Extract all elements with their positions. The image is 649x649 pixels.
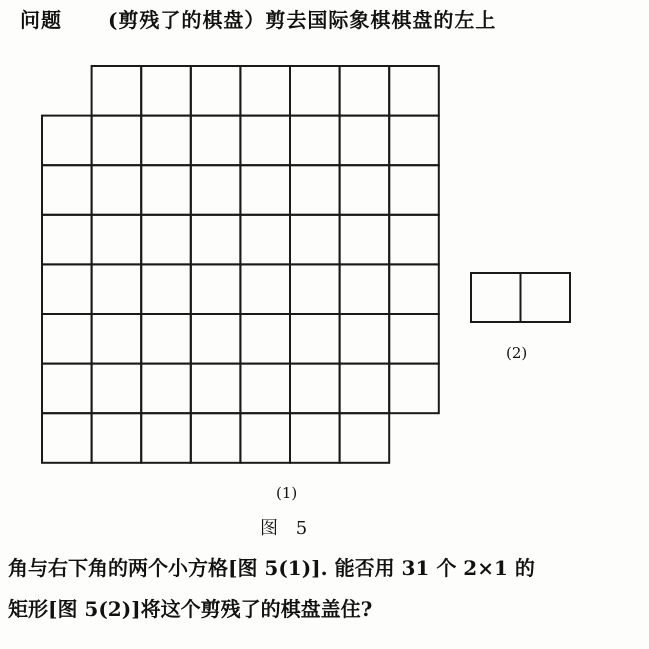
board-square [141, 364, 191, 414]
board-square [92, 413, 142, 463]
board-square [92, 66, 142, 116]
board-square [141, 264, 191, 314]
board-square [290, 116, 340, 166]
board-square [389, 264, 439, 314]
board-square [92, 364, 142, 414]
board-square [389, 165, 439, 215]
board-square [191, 413, 241, 463]
board-square [290, 165, 340, 215]
board-square [141, 314, 191, 364]
board-square [240, 66, 290, 116]
board-square [389, 116, 439, 166]
board-square [389, 66, 439, 116]
board-square [240, 314, 290, 364]
board-square [191, 314, 241, 364]
board-square [340, 165, 390, 215]
board-square [42, 413, 92, 463]
board-square [290, 314, 340, 364]
domino-rectangle [471, 273, 570, 322]
board-square [92, 215, 142, 265]
board-square [42, 364, 92, 414]
board-square [290, 66, 340, 116]
board-square [42, 116, 92, 166]
board-square [389, 314, 439, 364]
board-square [240, 165, 290, 215]
board-square [240, 116, 290, 166]
board-square [389, 364, 439, 414]
board-square [340, 314, 390, 364]
board-square [191, 66, 241, 116]
board-square [340, 66, 390, 116]
problem-text-line-1: 角与右下角的两个小方格[图 5(1)]. 能否用 31 个 2×1 的 [8, 556, 535, 580]
board-square [191, 215, 241, 265]
board-square [290, 215, 340, 265]
board-square [42, 264, 92, 314]
board-square [389, 215, 439, 265]
board-square [42, 165, 92, 215]
board-square [240, 364, 290, 414]
problem-title: (剪残了的棋盘）剪去国际象棋棋盘的左上 [107, 8, 497, 32]
board-square [290, 364, 340, 414]
board-square [340, 215, 390, 265]
board-square [340, 364, 390, 414]
board-square [340, 413, 390, 463]
board-square [141, 215, 191, 265]
board-square [290, 413, 340, 463]
figure-caption: 图 5 [260, 518, 314, 539]
board-square [92, 116, 142, 166]
board-square [340, 116, 390, 166]
board-square [240, 264, 290, 314]
board-caption: (1) [276, 484, 298, 502]
domino-caption: (2) [506, 344, 528, 362]
board-square [290, 264, 340, 314]
board-square [141, 116, 191, 166]
board-square [191, 116, 241, 166]
board-square [92, 165, 142, 215]
board-square [240, 215, 290, 265]
board-square [141, 66, 191, 116]
problem-text-line-2: 矩形[图 5(2)]将这个剪残了的棋盘盖住? [8, 597, 373, 621]
board-square [340, 264, 390, 314]
board-square [42, 215, 92, 265]
mutilated-chessboard [42, 66, 439, 463]
board-square [141, 413, 191, 463]
board-square [191, 264, 241, 314]
board-square [42, 314, 92, 364]
board-square [92, 314, 142, 364]
problem-label: 问题 [20, 8, 62, 32]
board-square [92, 264, 142, 314]
board-square [191, 364, 241, 414]
board-square [191, 165, 241, 215]
board-square [141, 165, 191, 215]
domino-square [471, 273, 521, 322]
domino-square [521, 273, 571, 322]
board-square [240, 413, 290, 463]
